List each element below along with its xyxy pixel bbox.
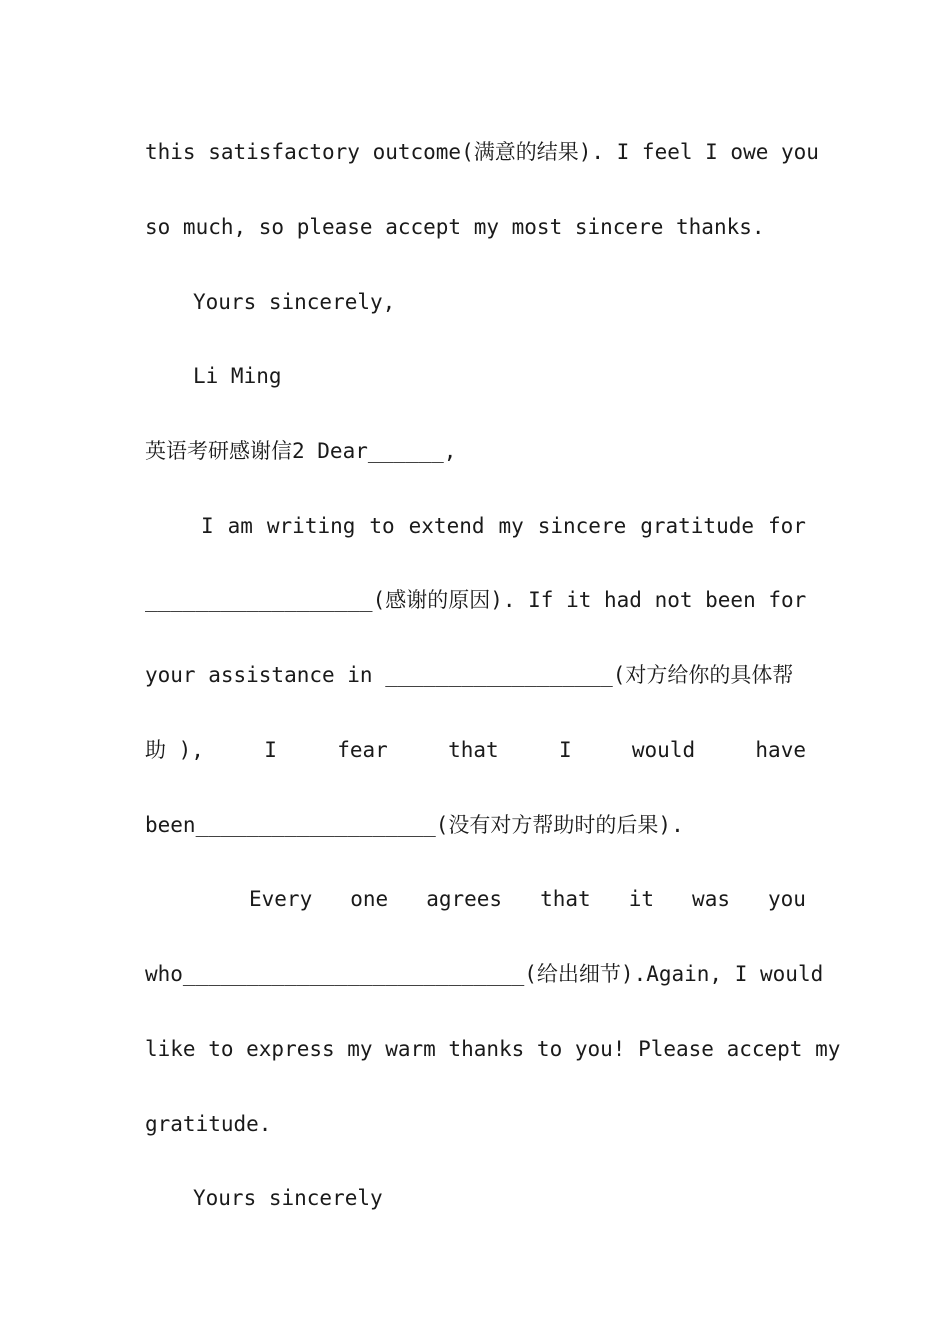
text-word: it [628, 887, 655, 911]
text-line: this satisfactory outcome(满意的结果). I feel I owe you [145, 140, 819, 164]
text-line: your assistance in __________________(对方给你的具体帮 [145, 663, 794, 687]
text-word: extend [408, 514, 485, 538]
text-line: __________________(感谢的原因). If it had not been for [145, 588, 807, 612]
letter-heading: 英语考研感谢信2 Dear______, [145, 439, 457, 463]
text-line [201, 511, 806, 541]
text-line: who___________________________(给出细节).Again, I would [145, 962, 824, 986]
text-word: am [227, 514, 253, 538]
text-word: I [558, 738, 572, 762]
text-line: gratitude. [145, 1112, 272, 1136]
text-word: that [448, 738, 499, 762]
text-word: was [692, 887, 730, 911]
text-word: you [768, 887, 806, 911]
signature-line: Li Ming [193, 364, 282, 388]
text-word: for [767, 514, 806, 538]
text-word: I [201, 514, 214, 538]
text-line: been___________________(没有对方帮助时的后果). [145, 813, 684, 837]
text-word: sincere [537, 514, 627, 538]
text-word: my [498, 514, 524, 538]
text-word: gratitude [640, 514, 755, 538]
text-word: have [755, 738, 806, 762]
closing-line: Yours sincerely, [193, 290, 396, 314]
text-word: would [631, 738, 696, 762]
text-line [249, 884, 806, 914]
text-word: that [540, 887, 591, 911]
text-word: 助 ), [145, 738, 204, 762]
closing-line: Yours sincerely [193, 1186, 383, 1210]
text-line: like to express my warm thanks to you! Please accept my [145, 1037, 841, 1061]
text-word: agrees [426, 887, 503, 911]
text-word: fear [337, 738, 388, 762]
text-line: so much, so please accept my most sincere thanks. [145, 215, 765, 239]
text-word: to [369, 514, 395, 538]
text-word: Every [249, 887, 313, 911]
text-word: I [264, 738, 277, 762]
text-word: one [350, 887, 389, 911]
text-word: writing [266, 514, 356, 538]
text-line [145, 735, 806, 765]
